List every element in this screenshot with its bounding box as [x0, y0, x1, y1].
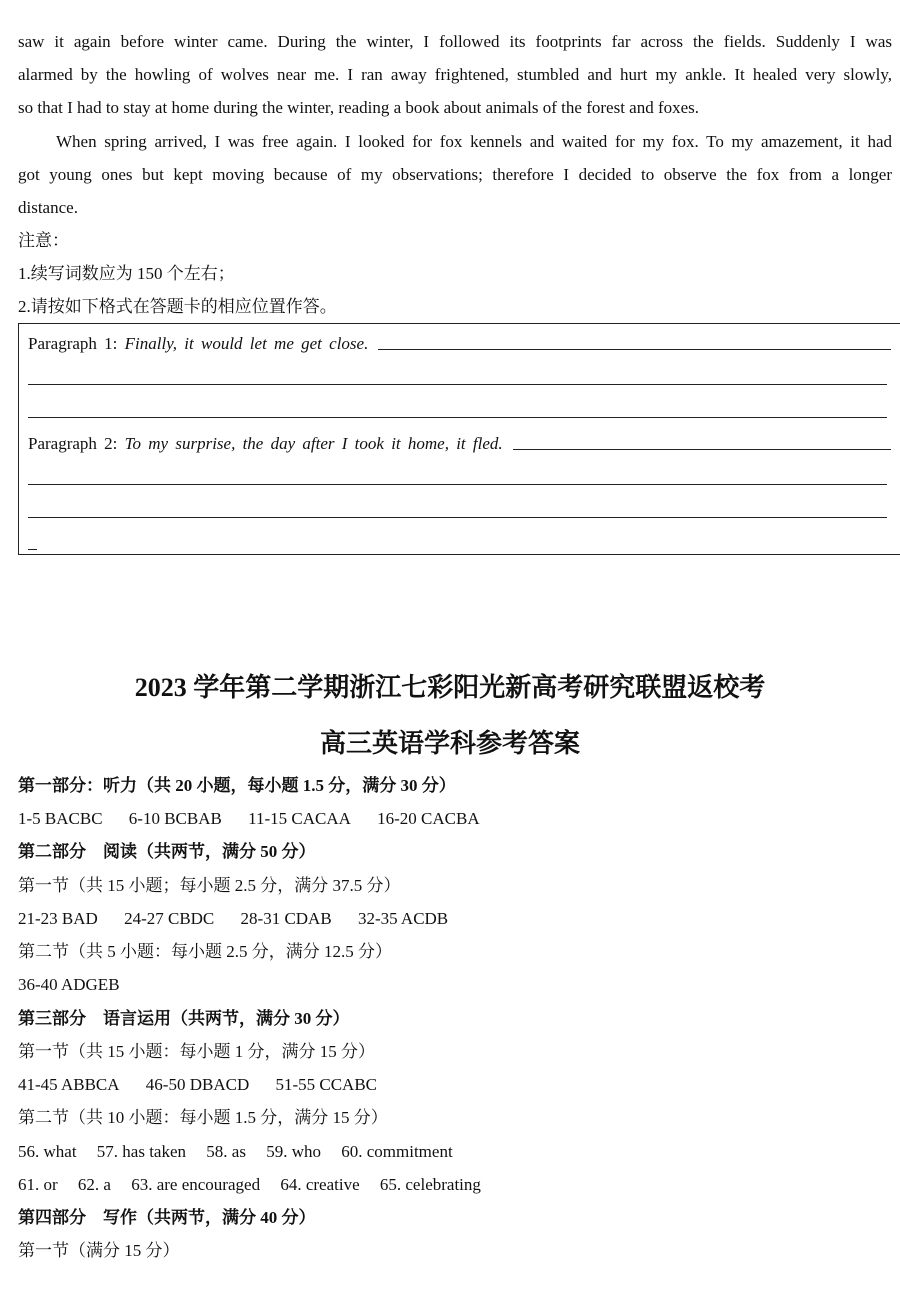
paragraph-1-prompt: Finally, it would let me get close. [124, 334, 369, 353]
answer-group: 16-20 CACBA [377, 809, 480, 828]
paragraph-2-answer-line[interactable] [513, 448, 891, 450]
answer-line[interactable] [28, 484, 887, 485]
part4-heading: 第四部分 写作（共两节，满分 40 分） [18, 1208, 316, 1227]
part2-section2-heading: 第二节（共 5 小题：每小题 2.5 分，满分 12.5 分） [18, 942, 392, 961]
part3-heading: 第三部分 语言运用（共两节，满分 30 分） [18, 1009, 350, 1028]
answer-group: 6-10 BCBAB [128, 809, 222, 828]
answer-key-subtitle: 高三英语学科参考答案 [319, 729, 580, 758]
part2-section1-answers [18, 909, 892, 929]
answer-item: 56. what [18, 1142, 77, 1161]
notes-item-2: 2.请按如下格式在答题卡的相应位置作答。 [18, 297, 337, 316]
paragraph-1-number: Paragraph 1: [28, 334, 118, 353]
paragraph-2-label [28, 434, 503, 454]
part2-heading: 第二部分 阅读（共两节，满分 50 分） [18, 842, 316, 861]
answer-group: 36-40 ADGEB [18, 975, 120, 994]
answer-item: 59. who [266, 1142, 321, 1161]
answer-line[interactable] [28, 417, 887, 418]
answer-item: 63. are encouraged [131, 1175, 261, 1194]
answer-group: 24-27 CBDC [124, 909, 215, 928]
story-line-2: alarmed by the howling of wolves near me. I ran away frightened, stumbled and hurt my ankle. It healed very slowly, [18, 65, 892, 84]
answer-line-stub[interactable] [28, 549, 37, 550]
story-line-5: got young ones but kept moving because of my observations; therefore I decided to observe the fox from a longer [18, 165, 892, 184]
story-line-4: When spring arrived, I was free again. I looked for fox kennels and waited for my fox. To my amazement, it had [56, 132, 892, 151]
answer-group: 11-15 CACAA [248, 809, 351, 828]
story-line-3: so that I had to stay at home during the winter, reading a book about animals of the forest and foxes. [18, 98, 700, 117]
paragraph-1-row [28, 332, 891, 354]
part1-heading: 第一部分：听力（共 20 小题，每小题 1.5 分，满分 30 分） [18, 776, 456, 795]
answer-group: 1-5 BACBC [18, 809, 103, 828]
notes-heading: 注意： [18, 231, 69, 250]
answer-group: 41-45 ABBCA [18, 1075, 120, 1094]
paragraph-2-prompt: To my surprise, the day after I took it home, it fled. [124, 434, 503, 453]
story-line-6: distance. [18, 198, 78, 217]
answer-item: 64. creative [280, 1175, 360, 1194]
answer-item: 62. a [77, 1175, 111, 1194]
paragraph-1-answer-line[interactable] [378, 348, 891, 350]
part3-section2-answers-row1 [18, 1142, 892, 1162]
part4-section1-heading: 第一节（满分 15 分） [18, 1241, 180, 1260]
answer-item: 61. or [18, 1175, 58, 1194]
answer-group: 28-31 CDAB [240, 909, 332, 928]
answer-line[interactable] [28, 384, 887, 385]
part2-section1-heading: 第一节（共 15 小题；每小题 2.5 分，满分 37.5 分） [18, 876, 401, 895]
notes-item-1: 1.续写词数应为 150 个左右； [18, 264, 235, 283]
answer-group: 32-35 ACDB [357, 909, 449, 928]
answer-item: 65. celebrating [379, 1175, 481, 1194]
answer-line[interactable] [28, 517, 887, 518]
writing-box [18, 323, 900, 555]
story-line-1: saw it again before winter came. During the winter, I followed its footprints far across the fields. Suddenly I was [18, 32, 892, 51]
answer-item: 58. as [206, 1142, 246, 1161]
answer-group: 21-23 BAD [18, 909, 98, 928]
part3-section1-answers [18, 1075, 892, 1095]
answer-item: 57. has taken [96, 1142, 187, 1161]
paragraph-2-number: Paragraph 2: [28, 434, 118, 453]
part2-section2-answers [18, 975, 892, 995]
answer-item: 60. commitment [341, 1142, 453, 1161]
part3-section2-heading: 第二节（共 10 小题：每小题 1.5 分，满分 15 分） [18, 1108, 388, 1127]
answer-group: 51-55 CCABC [275, 1075, 378, 1094]
paragraph-1-label [28, 334, 368, 354]
answer-key-title: 2023 学年第二学期浙江七彩阳光新高考研究联盟返校考 [134, 673, 766, 702]
part3-section2-answers-row2 [18, 1175, 892, 1195]
part1-answers [18, 809, 892, 829]
part3-section1-heading: 第一节（共 15 小题：每小题 1 分，满分 15 分） [18, 1042, 375, 1061]
answer-group: 46-50 DBACD [145, 1075, 250, 1094]
paragraph-2-row [28, 432, 891, 454]
